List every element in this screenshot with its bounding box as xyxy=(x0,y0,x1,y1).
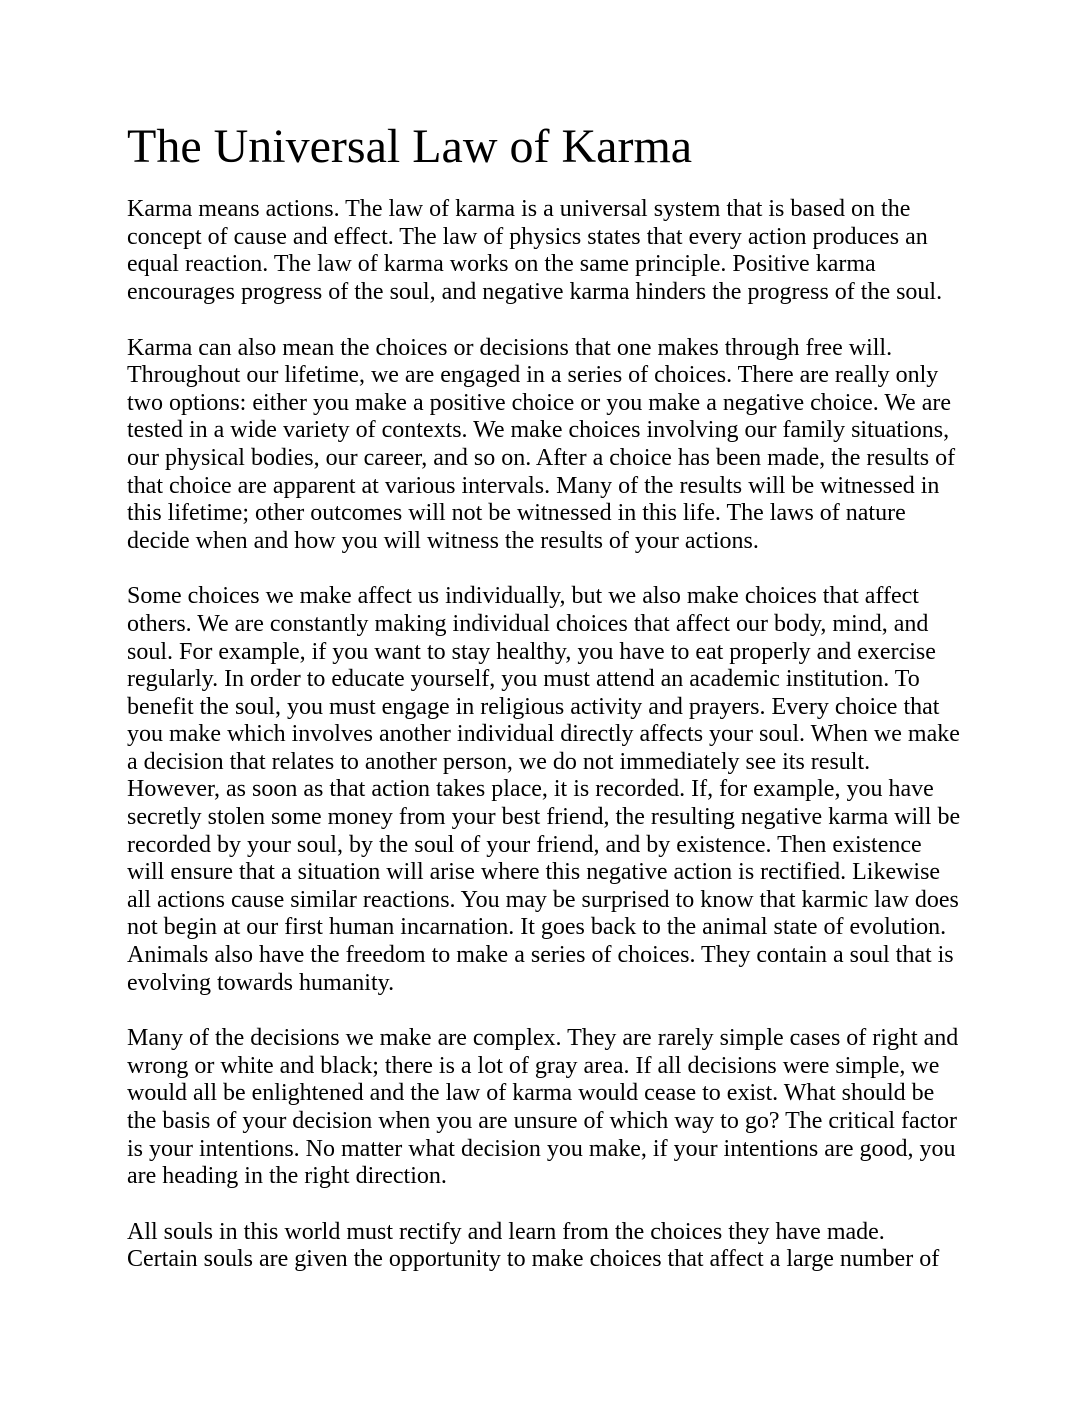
paragraph-1: Karma means actions. The law of karma is a universal system that is based on the concept of cause and effect. The law of physics states that every action produces an equal reaction. The law of karma works on the same principle. Positive karma encourages progress of the soul, and negative karma hinders the progress of the soul. xyxy=(127,196,943,305)
document-title: The Universal Law of Karma xyxy=(127,120,693,173)
paragraph-2: Karma can also mean the choices or decisions that one makes through free will. Throughout our lifetime, we are engaged in a series of choices. There are really only two options: either you make a positive choice or you make a negative choice. We are tested in a wide variety of contexts. We make choices involving our family situations, our physical bodies, our career, and so on. After a choice has been made, the results of that choice are apparent at various intervals. Many of the results will be witnessed in this lifetime; other outcomes will not be witnessed in this life. The laws of nature decide when and how you will witness the results of your actions. xyxy=(127,334,956,554)
paragraph-3: Some choices we make affect us individually, but we also make choices that affect others. We are constantly making individual choices that affect our body, mind, and soul. For example, if you want to stay healthy, you have to eat properly and exercise regularly. In order to educate yourself, you must attend an academic institution. To benefit the soul, you must engage in religious activity and prayers. Every choice that you make which involves another individual directly affects your soul. When we make a decision that relates to another person, we do not immediately see its result. However, as soon as that action takes place, it is recorded. If, for example, you have secretly stolen some money from your best friend, the resulting negative karma will be recorded by your soul, by the soul of your friend, and by existence. Then existence will ensure that a situation will arise where this negative action is rectified. Likewise all actions cause similar reactions. You may be surprised to know that karmic law does not begin at our first human incarnation. It goes back to the animal state of evolution. Animals also have the freedom to make a series of choices. They contain a soul that is evolving towards humanity. xyxy=(127,583,961,996)
paragraph-5-truncated: All souls in this world must rectify and learn from the choices they have made. Certain souls are given the opportunity to make choices that affect a large number of xyxy=(127,1218,940,1273)
paragraph-4: Many of the decisions we make are complex. They are rarely simple cases of right and wrong or white and black; there is a lot of gray area. If all decisions were simple, we would all be enlightened and the law of karma would cease to exist. What should be the basis of your decision when you are unsure of which way to go? The critical factor is your intentions. No matter what decision you make, if your intentions are good, you are heading in the right direction. xyxy=(127,1025,959,1190)
